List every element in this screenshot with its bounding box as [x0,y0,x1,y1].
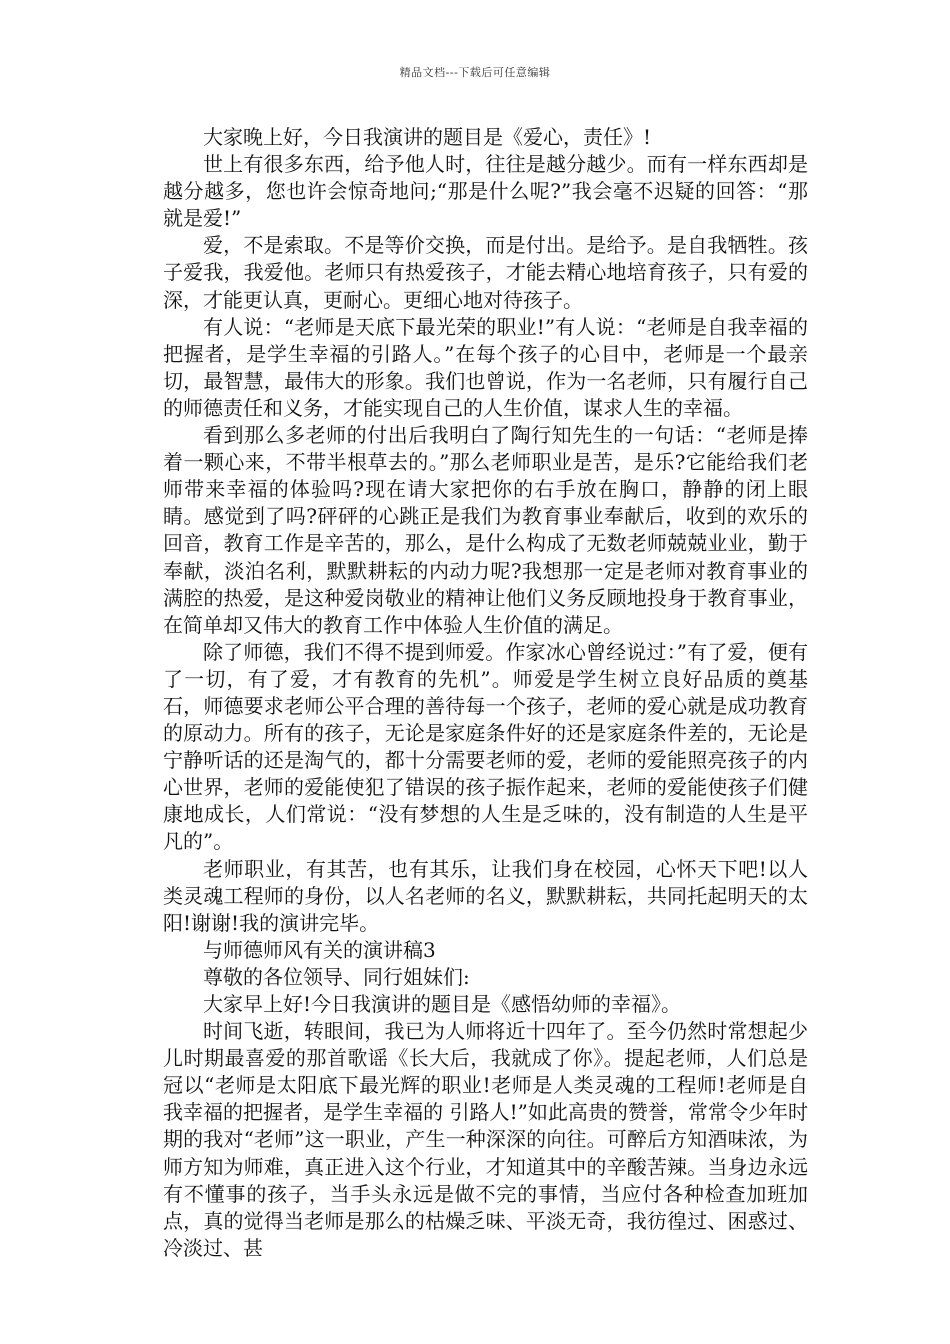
paragraph: 有人说：“老师是天底下最光荣的职业!”有人说：“老师是自我幸福的把握者，是学生幸福的引路人。”在每个孩子的心目中，老师是一个最亲切，最智慧，最伟大的形象。我们也曾说，作为一名老师，只有履行自己的师德责任和义务，才能实现自己的人生价值，谋求人生的幸福。 [163,314,808,420]
paragraph: 爱，不是索取。不是等价交换，而是付出。是给予。是自我牺牲。孩子爱我，我爱他。老师只有热爱孩子，才能去精心地培育孩子，只有爱的深，才能更认真，更耐心。更细心地对待孩子。 [163,233,808,312]
paragraph: 大家早上好!今日我演讲的题目是《感悟幼师的幸福》。 [203,992,682,1016]
section-title: 与师德师风有关的演讲稿3 [203,937,436,962]
paragraph: 除了师德，我们不得不提到师爱。作家冰心曾经说过：”有了爱，便有了一切，有了爱，才有教育的先机”。师爱是学生树立良好品质的奠基石，师德要求老师公平合理的善待每一个孩子，老师的爱心就是成功教育的原动力。所有的孩子，无论是家庭条件好的还是家庭条件差的，无论是宁静听话的还是淘气的，都十分需要老师的爱，老师的爱能照亮孩子的内心世界，老师的爱能使犯了错误的孩子振作起来，老师的爱能使孩子们健康地成长，人们常说：“没有梦想的人生是乏味的，没有制造的人生是平凡的”。 [163,639,808,854]
paragraph: 看到那么多老师的付出后我明白了陶行知先生的一句话：“老师是捧着一颗心来，不带半根草去的。”那么老师职业是苦，是乐?它能给我们老师带来幸福的体验吗?现在请大家把你的右手放在胸口，静静的闭上眼睛。感觉到了吗?砰砰的心跳正是我们为教育事业奉献后，收到的欢乐的回音，教育工作是辛苦的，那么，是什么构成了无数老师兢兢业业，勤于奉献，淡泊名利，默默耕耘的内动力呢?我想那一定是老师对教育事业的满腔的热爱，是这种爱岗敬业的精神让他们义务反顾地投身于教育事业，在简单却又伟大的教育工作中体验人生价值的满足。 [163,423,808,637]
paragraph: 时间飞逝，转眼间，我已为人师将近十四年了。至今仍然时常想起少儿时期最喜爱的那首歌谣《长大后，我就成了你》。提起老师，人们总是冠以“老师是太阳底下最光辉的职业!老师是人类灵魂的工程师!老师是自我幸福的把握者，是学生幸福的 引路人!”如此高贵的赞誉，常常令少年时期的我对“老师”这一职业，产生一种深深的向往。可醉后方知酒味浓，为师方知为师难，真正进入这个行业，才知道其中的辛酸苦辣。当身边永远有不懂事的孩子，当手头永远是做不完的事情，当应付各种检查加班加点，真的觉得当老师是那么的枯燥乏味、平淡无奇，我彷徨过、困惑过、冷淡过、甚 [163,1019,808,1260]
paragraph: 老师职业，有其苦，也有其乐，让我们身在校园，心怀天下吧!以人类灵魂工程师的身份，以人名老师的名义，默默耕耘，共同托起明天的太阳!谢谢!我的演讲完毕。 [163,856,808,935]
paragraph: 世上有很多东西，给予他人时，往往是越分越少。而有一样东西却是越分越多，您也许会惊奇地问;“那是什么呢?”我会毫不迟疑的回答：“那就是爱!” [163,152,808,231]
salutation: 尊敬的各位领导、同行姐妹们: [203,964,470,989]
page-header: 精品文档---下载后可任意编辑 [399,66,551,79]
document-body [163,124,808,1262]
paragraph: 大家晚上好，今日我演讲的题目是《爱心，责任》! [203,125,652,149]
